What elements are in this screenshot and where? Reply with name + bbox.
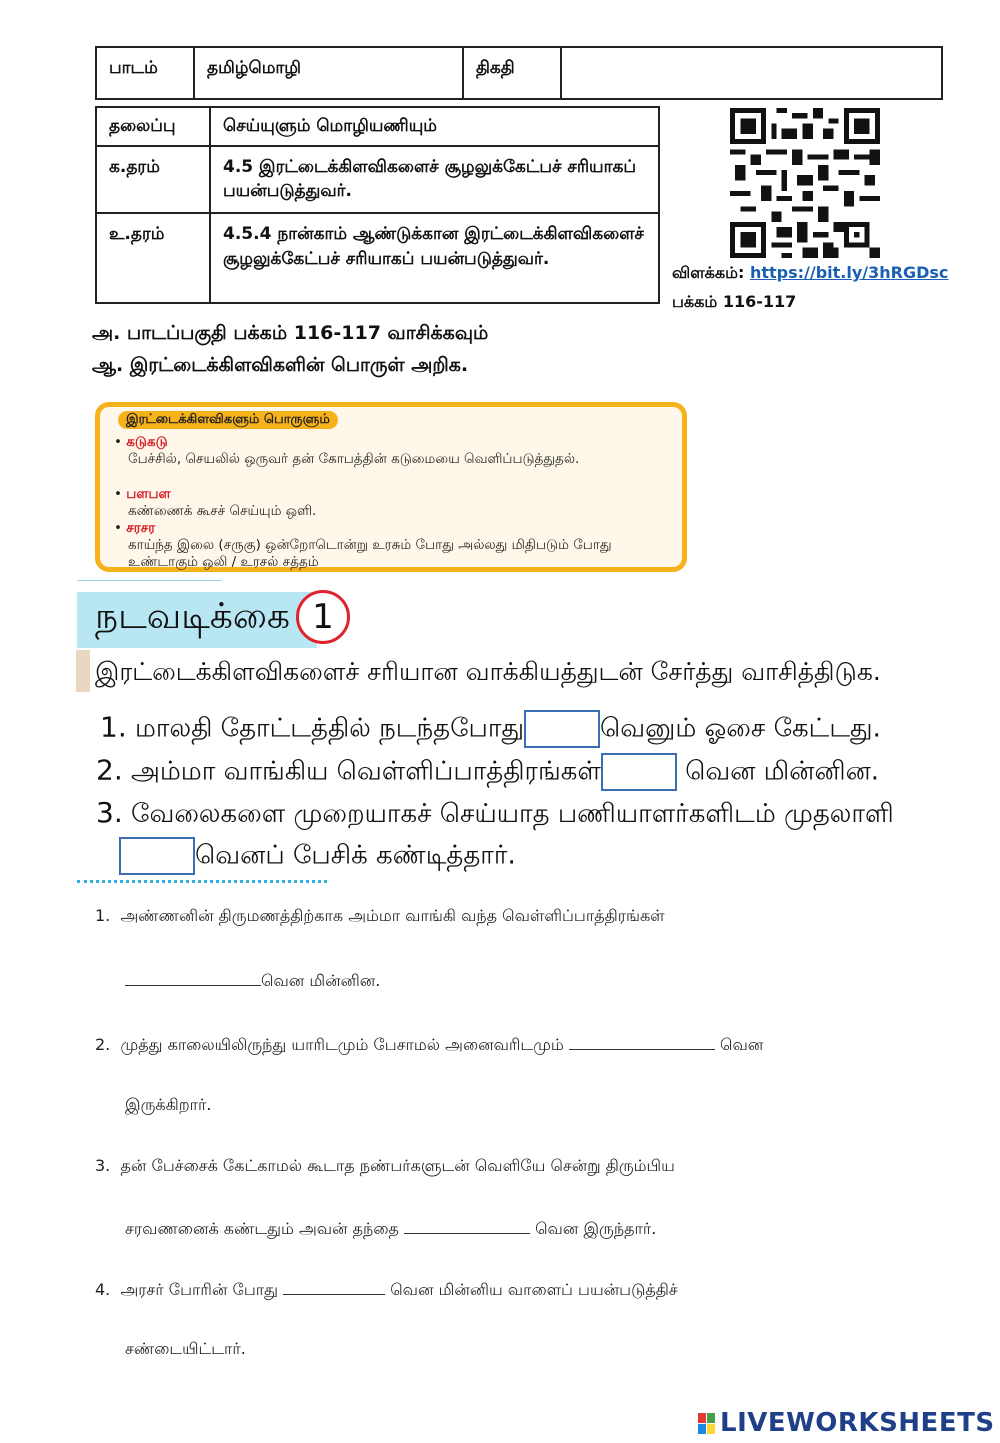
subject-value: தமிழ்மொழி [194,47,463,99]
logo-text: LIVEWORKSHEETS [720,1408,995,1438]
subject-label: பாடம் [96,47,194,99]
exercise-number: 2. [95,1035,111,1054]
meaning-item: • சரசர காய்ந்த இலை (சருகு) ஒன்றோடொன்று உரசும் போது அல்லது மிதிபடும் போது உண்டாகும் ஒலி / உரசல் சத்தம் [114,520,678,571]
learning-standard-value: 4.5.4 நான்காம் ஆண்டுக்கான இரட்டைக்கிளவிகளைச் சூழலுக்கேட்பச் சரியாகப் பயன்படுத்துவர். [210,213,659,303]
exercise-text: வென மின்னின. [261,971,381,990]
activity-title: நடவடிக்கை [95,596,290,637]
header-table [95,46,943,100]
meaning-word: பளபள [126,486,171,502]
question-text: வெனப் பேசிக் கண்டித்தார். [195,840,516,871]
meaning-word: கடுகடு [126,434,168,450]
meaning-text: கண்ணைக் கூசச் செய்யும் ஒளி. [128,503,317,519]
meaning-box-title: இரட்டைக்கிளவிகளும் பொருளும் [118,411,338,429]
activity-number-badge: 1 [296,590,350,644]
meaning-text: பேச்சில், செயலில் ஒருவர் தன் கோபத்தின் கடுமையை வெளிப்படுத்துதல். [128,451,580,467]
question-text: மாலதி தோட்டத்தில் நடந்தபோது [134,713,525,744]
answer-box[interactable] [119,837,195,875]
meaning-item: • கடுகடு பேச்சில், செயலில் ஒருவர் தன் கோபத்தின் கடுமையை வெளிப்படுத்துதல். [114,434,648,468]
date-label: திகதி [463,47,561,99]
question-text: வெனும் ஓசை கேட்டது. [600,713,881,744]
divider [77,880,327,883]
exercise-text: அண்ணனின் திருமணத்திற்காக அம்மா வாங்கி வந்த வெள்ளிப்பாத்திரங்கள் [120,906,665,925]
info-table [95,106,660,304]
question-number: 3. [96,796,123,829]
instruction-b: ஆ. இரட்டைக்கிளவிகளின் பொருள் அறிக. [92,354,469,376]
exercise-3-line2 [125,1217,656,1240]
exercise-text: வென இருந்தார். [535,1219,657,1238]
exercise-4-line1 [95,1278,678,1301]
meaning-box [95,402,687,572]
exercise-number: 1. [95,906,111,925]
exercise-number: 3. [95,1156,111,1175]
activity-question-3-cont [119,837,516,875]
answer-line[interactable] [404,1217,530,1234]
exercise-3-line1 [95,1156,675,1177]
topic-value: செய்யுளும் மொழியணியும் [210,107,659,146]
exercise-text: வென மின்னிய வாளைப் பயன்படுத்திச் [390,1280,678,1299]
exercise-text: அரசர் போரின் போது [120,1280,279,1299]
qr-page-ref: பக்கம் 116-117 [672,292,797,311]
instruction-a: அ. பாடப்பகுதி பக்கம் 116-117 வாசிக்கவும் [92,322,489,344]
meaning-word: சரசர [126,520,156,536]
exercise-text: முத்து காலையிலிருந்து யாரிடமும் பேசாமல் அனைவரிடமும் [120,1035,564,1054]
activity-instruction: இரட்டைக்கிளவிகளைச் சரியான வாக்கியத்துடன் சேர்த்து வாசித்திடுக. [95,657,881,686]
question-text: அம்மா வாங்கிய வெள்ளிப்பாத்திரங்கள் [130,756,601,787]
answer-box[interactable] [524,710,600,748]
question-text: வென மின்னின. [685,756,880,787]
activity-question-3 [96,796,894,832]
answer-box[interactable] [601,753,677,791]
answer-line[interactable] [283,1278,385,1295]
activity-question-2 [96,753,879,791]
date-value[interactable] [561,47,942,99]
content-standard-value: 4.5 இரட்டைக்கிளவிகளைச் சூழலுக்கேட்பச் சரியாகப் பயன்படுத்துவர். [210,146,659,213]
answer-line[interactable] [569,1033,715,1050]
question-number: 1. [100,710,127,744]
question-text: வேலைகளை முறையாகச் செய்யாத பணியாளர்களிடம் முதலாளி [130,799,894,829]
qr-caption [672,263,948,284]
exercise-text: சரவணனைக் கண்டதும் அவன் தந்தை [125,1219,399,1238]
answer-line[interactable] [125,969,261,986]
meaning-text: காய்ந்த இலை (சருகு) ஒன்றோடொன்று உரசும் போது அல்லது மிதிபடும் போது உண்டாகும் ஒலி / உரசல் சத்தம் [128,537,612,570]
exercise-text: தன் பேச்சைக் கேட்காமல் கூடாத நண்பர்களுடன் வெளியே சென்று திரும்பிய [120,1156,675,1175]
exercise-text: வென [719,1035,764,1054]
content-standard-label: க.தரம் [96,146,210,213]
activity-question-1 [100,710,881,748]
exercise-2-line2: இருக்கிறார். [125,1095,212,1114]
meaning-item: • பளபள கண்ணைக் கூசச் செய்யும் ஒளி. [114,486,317,519]
exercise-number: 4. [95,1280,111,1299]
exercise-4-line2: சண்டையிட்டார். [125,1339,246,1358]
explain-label: விளக்கம்: [672,263,745,282]
question-number: 2. [96,753,123,787]
exercise-2-line1 [95,1033,763,1056]
side-strip [76,650,90,692]
logo-icon [698,1413,716,1435]
exercise-1-line2 [125,969,380,992]
qr-code-icon [730,108,880,258]
topic-label: தலைப்பு [96,107,210,146]
liveworksheets-logo [698,1408,995,1438]
qr-link[interactable]: https://bit.ly/3hRGDsc [749,263,949,282]
learning-standard-label: உ.தரம் [96,213,210,303]
exercise-1-line1 [95,906,665,927]
divider [77,580,222,581]
